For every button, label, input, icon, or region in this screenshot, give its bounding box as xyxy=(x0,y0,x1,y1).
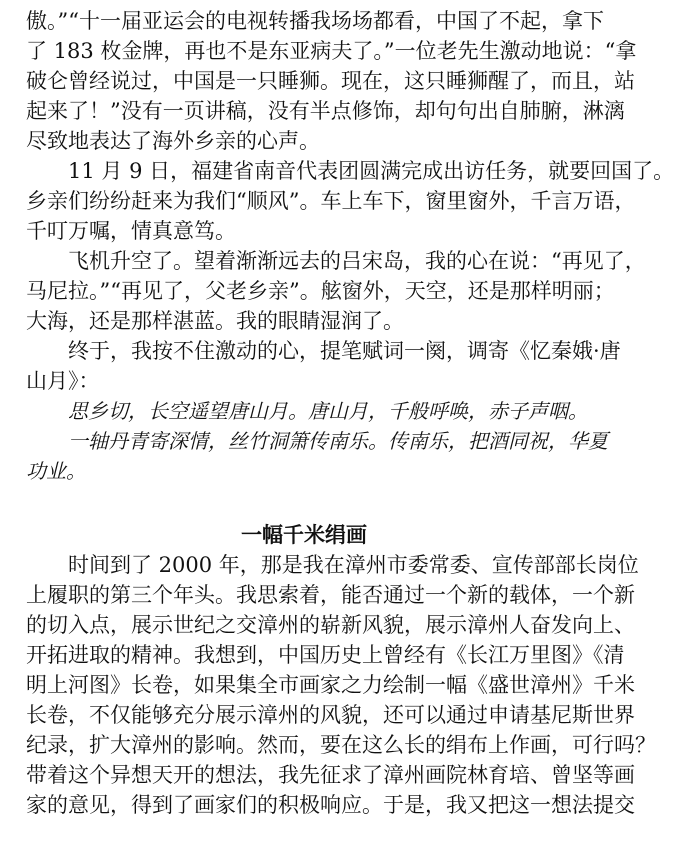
text-line: 纪录，扩大漳州的影响。然而，要在这么长的绢布上作画，可行吗？ xyxy=(26,733,656,757)
document-page xyxy=(26,6,674,820)
text-line: 破仑曾经说过，中国是一只睡狮。现在，这只睡狮醒了，而且，站 xyxy=(26,69,635,93)
section-heading: 一幅千米绢画 xyxy=(241,523,367,547)
text-line: 11 月 9 日，福建省南音代表团圆满完成出访任务，就要回国了。 xyxy=(68,159,674,183)
text-line: 飞机升空了。望着渐渐远去的吕宋岛，我的心在说：“再见了， xyxy=(68,249,646,273)
text-line: 乡亲们纷纷赶来为我们“顺风”。车上车下，窗里窗外，千言万语， xyxy=(26,189,636,213)
paragraph-3 xyxy=(26,246,646,336)
text-line: 带着这个异想天开的想法，我先征求了漳州画院林育培、曾坚等画 xyxy=(26,763,635,787)
text-line: 千叮万嘱，情真意笃。 xyxy=(26,219,236,243)
text-line: 尽致地表达了海外乡亲的心声。 xyxy=(26,129,320,153)
text-line: 时间到了 2000 年，那是我在漳州市委常委、宣传部部长岗位 xyxy=(68,553,639,577)
text-line: 上履职的第三个年头。我思索着，能否通过一个新的载体，一个新 xyxy=(26,583,635,607)
text-line: 马尼拉。”“再见了，父老乡亲”。舷窗外，天空，还是那样明丽； xyxy=(26,279,615,303)
poem-line: 思乡切，长空遥望唐山月。唐山月，千般呼唤，赤子声咽。 xyxy=(68,399,588,423)
paragraph-5 xyxy=(26,550,656,820)
text-line: 终于，我按不住激动的心，提笔赋词一阕，调寄《忆秦娥·唐 xyxy=(68,339,621,363)
text-line: 大海，还是那样湛蓝。我的眼睛湿润了。 xyxy=(26,309,404,333)
paragraph-1 xyxy=(26,6,637,156)
text-line: 的切入点，展示世纪之交漳州的崭新风貌，展示漳州人奋发向上、 xyxy=(26,613,635,637)
text-line: 山月》： xyxy=(26,369,100,393)
poem-line: 一轴丹青寄深情，丝竹洞箫传南乐。传南乐，把酒同祝，华夏 xyxy=(68,429,608,453)
text-line: 长卷，不仅能够充分展示漳州的风貌，还可以通过申请基尼斯世界 xyxy=(26,703,635,727)
text-line: 傲。”“十一届亚运会的电视转播我场场都看，中国了不起，拿下 xyxy=(26,9,604,33)
poem-line: 功业。 xyxy=(26,459,86,483)
section-spacer xyxy=(26,486,582,520)
text-line: 了 183 枚金牌，再也不是东亚病夫了。”一位老先生激动地说：“拿 xyxy=(26,39,637,63)
poem xyxy=(26,396,608,486)
text-line: 开拓进取的精神。我想到，中国历史上曾经有《长江万里图》《清 xyxy=(26,643,625,667)
paragraph-4 xyxy=(26,336,621,396)
text-line: 起来了！”没有一页讲稿，没有半点修饰，却句句出自肺腑，淋漓 xyxy=(26,99,625,123)
paragraph-2 xyxy=(26,156,674,246)
text-line: 家的意见，得到了画家们的积极响应。于是，我又把这一想法提交 xyxy=(26,793,635,817)
text-line: 明上河图》长卷，如果集全市画家之力绘制一幅《盛世漳州》千米 xyxy=(26,673,635,697)
